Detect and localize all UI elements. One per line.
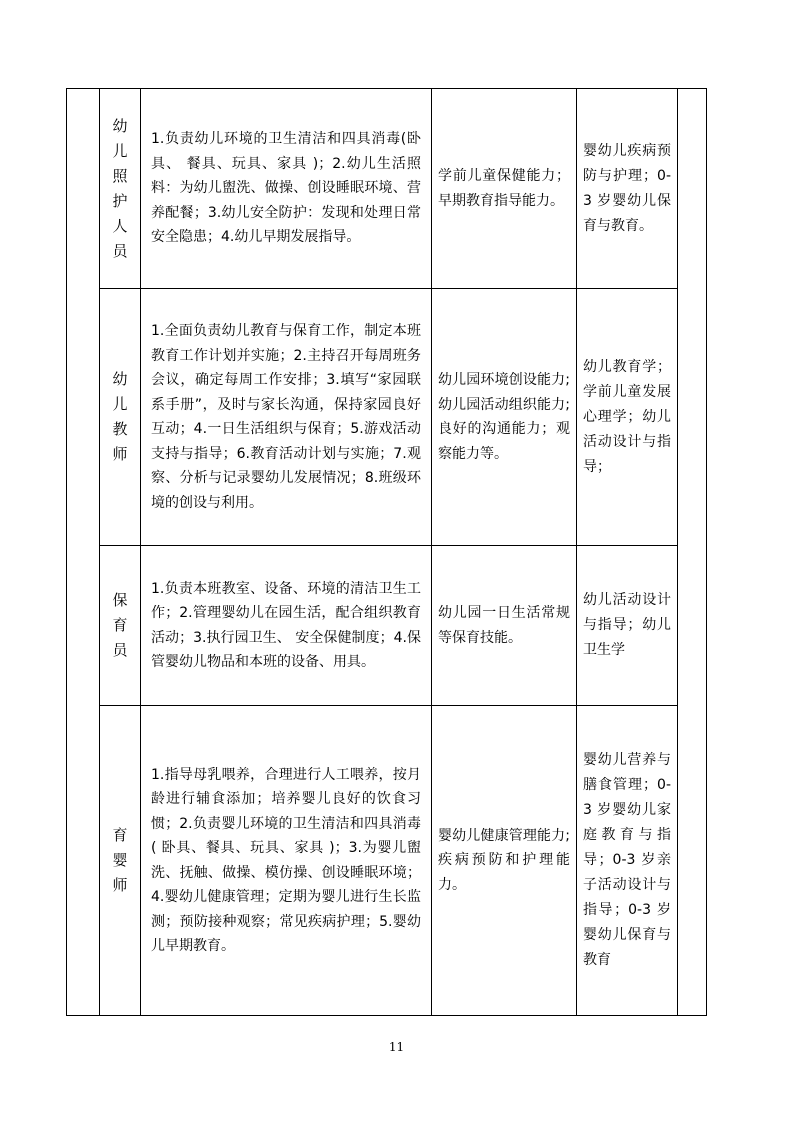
table-row — [67, 706, 707, 1016]
right-margin-cell — [678, 89, 707, 1016]
page-number: 11 — [388, 1040, 405, 1054]
skill-text: 学前儿童保健能力；早期教育指导能力。 — [438, 168, 570, 209]
skill-cell — [432, 706, 577, 1016]
role-cell — [100, 706, 141, 1016]
table-row — [67, 89, 707, 289]
skill-cell — [432, 289, 577, 546]
duty-cell — [141, 546, 432, 706]
skill-text: 婴幼儿健康管理能力;疾病预防和护理能力。 — [438, 827, 570, 893]
left-margin-cell — [67, 89, 100, 1016]
role-cell — [100, 289, 141, 546]
course-text: 幼儿教育学；学前儿童发展心理学；幼儿活动设计与指导； — [583, 358, 671, 475]
table-row — [67, 289, 707, 546]
course-text: 婴幼儿疾病预防与护理；0-3 岁婴幼儿保育与教育。 — [583, 142, 671, 234]
skill-text: 幼儿园一日生活常规等保育技能。 — [438, 605, 570, 646]
job-table — [66, 88, 707, 1016]
course-cell — [577, 706, 678, 1016]
duty-cell — [141, 289, 432, 546]
duty-text: 1.负责幼儿环境的卫生清洁和四具消毒(卧具、 餐具、玩具、家具 )；2.幼儿生活照料：为幼儿盥洗、做操、创设睡眠环境、营养配餐；3.幼儿安全防护：发现和处理日常安全隐患；4.幼儿早期发展指导。 — [151, 131, 421, 246]
course-cell — [577, 89, 678, 289]
course-text: 婴幼儿营养与膳食管理；0-3 岁婴幼儿家庭教育与指导；0-3 岁亲子活动设计与指导；0-3 岁婴幼儿保育与教育 — [583, 752, 671, 968]
duty-text: 1.负责本班教室、设备、环境的清洁卫生工作；2.管理婴幼儿在园生活，配合组织教育活动；3.执行园卫生、 安全保健制度；4.保管婴幼儿物品和本班的设备、用具。 — [151, 580, 421, 670]
duty-text: 1.指导母乳喂养，合理进行人工喂养，按月龄进行辅食添加；培养婴儿良好的饮食习惯；2.负责婴儿环境的卫生清洁和四具消毒 ( 卧具、餐具、玩具、家具 )；3.为婴儿盥洗、抚触、做操、模仿操、创设睡眠环境；4.婴幼儿健康管理；定期为婴儿进行生长监测；预防接种观察；常见疾病护理；5.婴幼儿早期教育。 — [151, 766, 421, 954]
role-label: 幼儿照护人员 — [112, 116, 128, 260]
course-text: 幼儿活动设计与指导；幼儿卫生学 — [583, 592, 671, 658]
role-label: 育婴师 — [112, 826, 128, 894]
skill-text: 幼儿园环境创设能力;幼儿园活动组织能力;良好的沟通能力；观察能力等。 — [438, 372, 570, 462]
role-cell — [100, 546, 141, 706]
duty-cell — [141, 706, 432, 1016]
table-row — [67, 546, 707, 706]
skill-cell — [432, 89, 577, 289]
role-label: 保育员 — [112, 591, 128, 659]
course-cell — [577, 546, 678, 706]
duty-cell — [141, 89, 432, 289]
skill-cell — [432, 546, 577, 706]
role-cell — [100, 89, 141, 289]
duty-text: 1.全面负责幼儿教育与保育工作，制定本班教育工作计划并实施；2.主持召开每周班务会议，确定每周工作安排；3.填写“家园联系手册”，及时与家长沟通，保持家园良好互动；4.一日生活组织与保育；5.游戏活动支持与指导；6.教育活动计划与实施；7.观察、分析与记录婴幼儿发展情况；8.班级环境的创设与利用。 — [151, 323, 421, 511]
role-label: 幼儿教师 — [112, 370, 128, 463]
course-cell — [577, 289, 678, 546]
